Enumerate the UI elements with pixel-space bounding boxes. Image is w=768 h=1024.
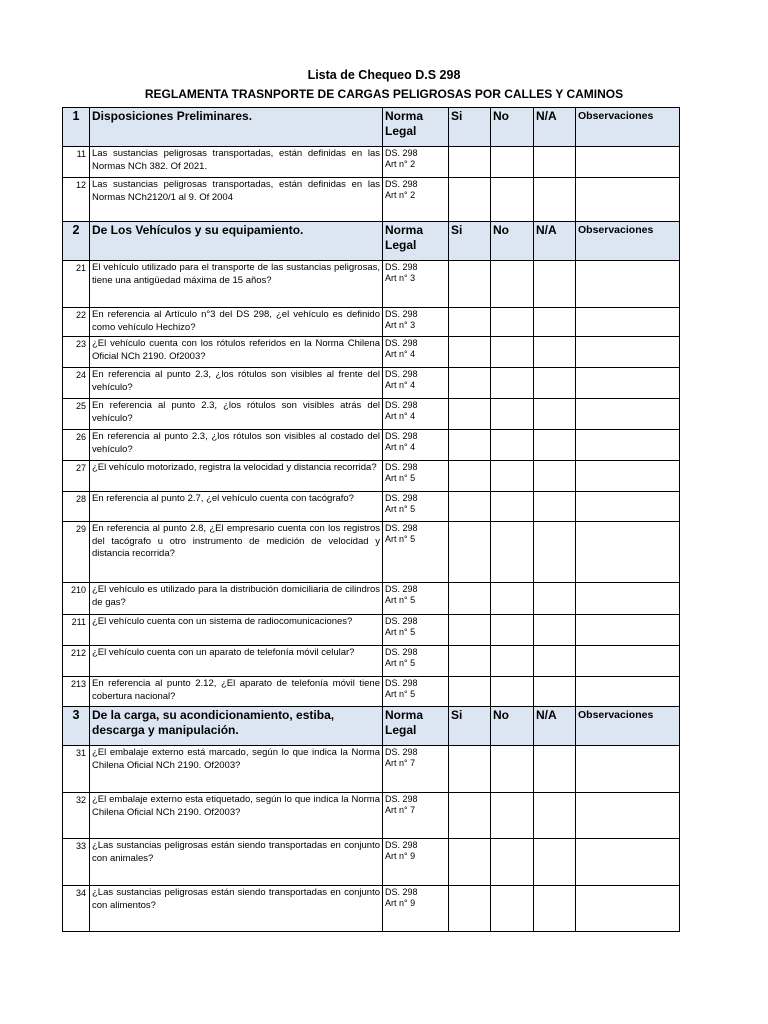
na-cell[interactable] [534,178,576,222]
norma-decree: DS. 298 [385,262,418,272]
table-row [63,368,680,399]
observaciones-cell[interactable] [576,492,680,522]
si-cell[interactable] [449,583,491,615]
observaciones-cell[interactable] [576,178,680,222]
table-row [63,178,680,222]
item-number: 26 [63,430,90,461]
observaciones-cell[interactable] [576,261,680,308]
norma-article: Art n° 3 [385,273,416,283]
no-cell[interactable] [491,461,534,492]
no-cell[interactable] [491,646,534,677]
no-cell[interactable] [491,399,534,430]
norma-article: Art n° 5 [385,658,416,668]
si-cell[interactable] [449,178,491,222]
norma-decree: DS. 298 [385,369,418,379]
no-header: No [491,108,534,147]
norma-legal-cell [383,261,449,308]
item-question: ¿El vehículo cuenta con un aparato de telefonía móvil celular? [90,646,383,677]
table-row [63,147,680,178]
no-cell[interactable] [491,793,534,839]
norma-legal-cell [383,793,449,839]
item-number: 33 [63,839,90,886]
item-number: 31 [63,746,90,793]
item-number: 210 [63,583,90,615]
norma-decree: DS. 298 [385,338,418,348]
norma-legal-cell [383,461,449,492]
table-row [63,583,680,615]
item-question: ¿El vehículo es utilizado para la distribución domiciliaria de cilindros de gas? [90,583,383,615]
table-row [63,793,680,839]
norma-article: Art n° 5 [385,534,416,544]
na-cell[interactable] [534,583,576,615]
norma-decree: DS. 298 [385,523,418,533]
observaciones-cell[interactable] [576,430,680,461]
item-number: 34 [63,886,90,932]
norma-decree: DS. 298 [385,794,418,804]
si-header: Si [449,707,491,746]
norma-decree: DS. 298 [385,584,418,594]
norma-decree: DS. 298 [385,462,418,472]
item-question: En referencia al punto 2.3, ¿los rótulos son visibles al frente del vehículo? [90,368,383,399]
na-cell[interactable] [534,646,576,677]
item-question: ¿El embalaje externo está marcado, según lo que indica la Norma Chilena Oficial NCh 2190. Of2003? [90,746,383,793]
norma-decree: DS. 298 [385,647,418,657]
item-number: 12 [63,178,90,222]
item-question: En referencia al punto 2.7, ¿el vehículo cuenta con tacógrafo? [90,492,383,522]
norma-legal-cell [383,399,449,430]
no-cell[interactable] [491,337,534,368]
observaciones-cell[interactable] [576,746,680,793]
item-question: ¿El vehículo motorizado, registra la velocidad y distancia recorrida? [90,461,383,492]
norma-article: Art n° 3 [385,320,416,330]
norma-article: Art n° 4 [385,442,416,452]
norma-article: Art n° 9 [385,898,416,908]
section-number: 1 [63,108,90,147]
no-cell[interactable] [491,492,534,522]
norma-legal-cell [383,886,449,932]
no-cell[interactable] [491,886,534,932]
na-cell[interactable] [534,261,576,308]
section-header-row [63,707,680,746]
observaciones-cell[interactable] [576,677,680,707]
si-cell[interactable] [449,430,491,461]
no-cell[interactable] [491,178,534,222]
na-cell[interactable] [534,677,576,707]
observaciones-cell[interactable] [576,793,680,839]
table-row [63,399,680,430]
observaciones-cell[interactable] [576,646,680,677]
observaciones-cell[interactable] [576,399,680,430]
norma-decree: DS. 298 [385,887,418,897]
si-cell[interactable] [449,308,491,337]
norma-article: Art n° 2 [385,190,416,200]
si-cell[interactable] [449,839,491,886]
na-cell[interactable] [534,746,576,793]
observaciones-header: Observaciones [576,707,680,746]
norma-decree: DS. 298 [385,747,418,757]
table-row [63,492,680,522]
item-number: 32 [63,793,90,839]
na-cell[interactable] [534,615,576,646]
section-number: 2 [63,222,90,261]
norma-legal-header: Norma Legal [383,108,449,147]
no-cell[interactable] [491,746,534,793]
norma-article: Art n° 7 [385,805,416,815]
si-header: Si [449,108,491,147]
na-cell[interactable] [534,147,576,178]
item-question: En referencia al punto 2.12, ¿El aparato de telefonía móvil tiene cobertura nacional? [90,677,383,707]
no-cell[interactable] [491,261,534,308]
table-row [63,430,680,461]
item-number: 212 [63,646,90,677]
item-question: ¿Las sustancias peligrosas están siendo transportadas en conjunto con animales? [90,839,383,886]
item-number: 21 [63,261,90,308]
na-cell[interactable] [534,308,576,337]
table-row [63,261,680,308]
item-question: En referencia al punto 2.8, ¿El empresario cuenta con los registros del tacógrafo u otro instrumento de medición de velocidad y distancia recorrida? [90,522,383,583]
norma-legal-cell [383,430,449,461]
norma-article: Art n° 4 [385,380,416,390]
si-cell[interactable] [449,886,491,932]
no-cell[interactable] [491,430,534,461]
no-header: No [491,222,534,261]
item-question: Las sustancias peligrosas transportadas, están definidas en las Normas NCh 382. Of 2021. [90,147,383,178]
item-question: ¿El vehículo cuenta con un sistema de radiocomunicaciones? [90,615,383,646]
item-number: 27 [63,461,90,492]
na-header: N/A [534,707,576,746]
item-number: 24 [63,368,90,399]
item-number: 29 [63,522,90,583]
si-cell[interactable] [449,793,491,839]
si-cell[interactable] [449,337,491,368]
observaciones-cell[interactable] [576,839,680,886]
na-cell[interactable] [534,430,576,461]
checklist-table [62,107,680,932]
na-header: N/A [534,222,576,261]
no-cell[interactable] [491,677,534,707]
si-cell[interactable] [449,368,491,399]
si-header: Si [449,222,491,261]
no-cell[interactable] [491,368,534,399]
observaciones-cell[interactable] [576,522,680,583]
norma-legal-cell [383,308,449,337]
si-cell[interactable] [449,261,491,308]
section-title: Disposiciones Preliminares. [90,108,383,147]
na-header: N/A [534,108,576,147]
si-cell[interactable] [449,461,491,492]
observaciones-cell[interactable] [576,337,680,368]
norma-legal-cell [383,746,449,793]
section-header-row [63,108,680,147]
si-cell[interactable] [449,522,491,583]
table-row [63,646,680,677]
observaciones-cell[interactable] [576,583,680,615]
table-row [63,308,680,337]
item-number: 22 [63,308,90,337]
na-cell[interactable] [534,793,576,839]
table-row [63,746,680,793]
no-cell[interactable] [491,308,534,337]
section-title: De la carga, su acondicionamiento, estiba, descarga y manipulación. [90,707,383,746]
observaciones-header: Observaciones [576,222,680,261]
norma-legal-cell [383,646,449,677]
section-title: De Los Vehículos y su equipamiento. [90,222,383,261]
norma-legal-cell [383,337,449,368]
norma-article: Art n° 7 [385,758,416,768]
norma-decree: DS. 298 [385,840,418,850]
observaciones-cell[interactable] [576,147,680,178]
norma-decree: DS. 298 [385,493,418,503]
si-cell[interactable] [449,615,491,646]
document-title: Lista de Chequeo D.S 298 [307,68,461,82]
si-cell[interactable] [449,399,491,430]
table-row [63,677,680,707]
no-header: No [491,707,534,746]
item-number: 25 [63,399,90,430]
table-row [63,461,680,492]
table-row [63,337,680,368]
na-cell[interactable] [534,522,576,583]
na-cell[interactable] [534,461,576,492]
si-cell[interactable] [449,646,491,677]
norma-legal-cell [383,677,449,707]
si-cell[interactable] [449,677,491,707]
item-question: En referencia al punto 2.3, ¿los rótulos son visibles atrás del vehículo? [90,399,383,430]
si-cell[interactable] [449,147,491,178]
na-cell[interactable] [534,492,576,522]
norma-decree: DS. 298 [385,431,418,441]
norma-legal-cell [383,178,449,222]
item-question: ¿Las sustancias peligrosas están siendo transportadas en conjunto con alimentos? [90,886,383,932]
norma-legal-cell [383,522,449,583]
norma-decree: DS. 298 [385,179,418,189]
norma-legal-cell [383,492,449,522]
item-question: ¿El embalaje externo esta etiquetado, según lo que indica la Norma Chilena Oficial NCh 2190. Of2003? [90,793,383,839]
document-subtitle: REGLAMENTA TRASNPORTE DE CARGAS PELIGROSAS POR CALLES Y CAMINOS [144,87,624,101]
norma-article: Art n° 4 [385,411,416,421]
si-cell[interactable] [449,492,491,522]
norma-article: Art n° 5 [385,473,416,483]
na-cell[interactable] [534,337,576,368]
norma-article: Art n° 5 [385,627,416,637]
norma-legal-cell [383,147,449,178]
observaciones-cell[interactable] [576,615,680,646]
item-number: 23 [63,337,90,368]
observaciones-cell[interactable] [576,308,680,337]
table-row [63,522,680,583]
section-number: 3 [63,707,90,746]
na-cell[interactable] [534,886,576,932]
norma-article: Art n° 4 [385,349,416,359]
norma-article: Art n° 5 [385,504,416,514]
no-cell[interactable] [491,615,534,646]
item-number: 11 [63,147,90,178]
section-header-row [63,222,680,261]
na-cell[interactable] [534,368,576,399]
table-row [63,839,680,886]
norma-article: Art n° 5 [385,689,416,699]
observaciones-header: Observaciones [576,108,680,147]
item-number: 213 [63,677,90,707]
norma-legal-header: Norma Legal [383,707,449,746]
item-question: Las sustancias peligrosas transportadas, están definidas en las Normas NCh2120/1 al 9. Of 2004 [90,178,383,222]
item-question: El vehículo utilizado para el transporte de las sustancias peligrosas, tiene una antigüedad máxima de 15 años? [90,261,383,308]
table-row [63,886,680,932]
item-number: 28 [63,492,90,522]
norma-legal-cell [383,839,449,886]
item-question: En referencia al punto 2.3, ¿los rótulos son visibles al costado del vehículo? [90,430,383,461]
item-question: En referencia al Artículo n°3 del DS 298, ¿el vehículo es definido como vehículo Hechizo? [90,308,383,337]
observaciones-cell[interactable] [576,368,680,399]
norma-legal-cell [383,368,449,399]
item-question: ¿El vehículo cuenta con los rótulos referidos en la Norma Chilena Oficial NCh 2190. Of2003? [90,337,383,368]
norma-article: Art n° 2 [385,159,416,169]
observaciones-cell[interactable] [576,886,680,932]
table-row [63,615,680,646]
no-cell[interactable] [491,583,534,615]
norma-article: Art n° 9 [385,851,416,861]
norma-legal-cell [383,615,449,646]
norma-article: Art n° 5 [385,595,416,605]
observaciones-cell[interactable] [576,461,680,492]
na-cell[interactable] [534,839,576,886]
no-cell[interactable] [491,839,534,886]
no-cell[interactable] [491,522,534,583]
norma-decree: DS. 298 [385,678,418,688]
no-cell[interactable] [491,147,534,178]
norma-decree: DS. 298 [385,309,418,319]
na-cell[interactable] [534,399,576,430]
norma-decree: DS. 298 [385,400,418,410]
norma-legal-cell [383,583,449,615]
si-cell[interactable] [449,746,491,793]
item-number: 211 [63,615,90,646]
norma-decree: DS. 298 [385,148,418,158]
norma-legal-header: Norma Legal [383,222,449,261]
norma-decree: DS. 298 [385,616,418,626]
